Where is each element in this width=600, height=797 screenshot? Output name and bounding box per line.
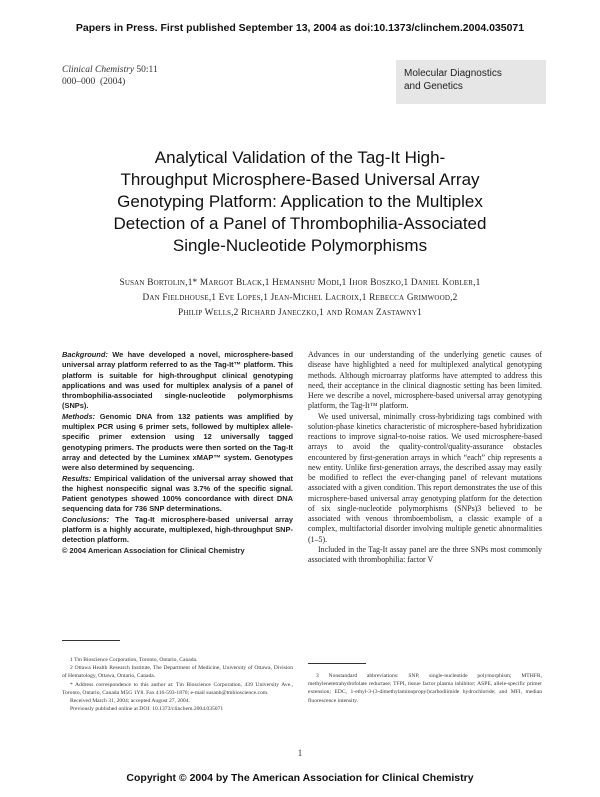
abstract-methods [62,412,293,474]
journal-volume: 50:11 [136,65,158,75]
body-paragraph-3: Included in the Tag-It assay panel are the three SNPs most commonly associated with thrombophilia: factor V [308,544,542,564]
footnote-affiliation-1: 1 Tm Bioscience Corporation, Toronto, Ontario, Canada. [70,657,198,663]
title-line: Detection of a Panel of Thrombophilia-Associated [113,214,487,233]
abstract-background-label: Background: [62,350,108,359]
copyright-footer: Copyright © 2004 by The American Association for Clinical Chemistry [126,772,474,784]
page-number: 1 [297,748,303,758]
footnote-published-online: Previously published online at DOI: 10.1373/clinchem.2004.035071 [70,706,224,713]
title-line: Throughput Microsphere-Based Universal Array [120,170,480,189]
abstract-conclusions-text: The Tag-It microsphere-based universal array platform is a highly accurate, multiplexed, high-throughput SNP-detection platform. [62,514,293,545]
body-text [308,350,542,565]
abstract-background [62,350,293,412]
footnote-divider-right [308,663,366,664]
footnote-abbreviations [308,672,542,705]
footnote-abbreviations-text: 3 Nonstandard abbreviations: SNP, single-nucleotide polymorphism; MTHFR, methylenetetrahydrofolate reductase; TFPI, tissue factor plasma inhibitor; ASPE, allele-specific primer extension; EDC, 1-ethyl-3-(3-dimethylaminopropyl)carbodiimide hydrochloride; and MFI, median fluorescence intensity. [308,673,542,704]
abstract-results-text: Empirical validation of the universal array showed that the highest nonspecific signal was 3.7% of the specific signal. Patient genotypes showed 100% concordance with direct DNA sequencing data for 736 SNP determinations. [62,473,293,514]
abstract-methods-text: Genomic DNA from 132 patients was amplified by multiplex PCR using 6 primer sets, followed by multiplex allele-specific primer extension using 12 universally tagged genotyping primers. The products were then sorted on the Tag-It array and detected by the Luminex xMAP™ system. Genotypes were also determined by sequencing. [62,411,293,473]
title-line: Single-Nucleotide Polymorphisms [172,236,428,255]
abstract-conclusions-label: Conclusions: [62,514,110,524]
title-line: Analytical Validation of the Tag-It High- [154,148,446,167]
author-list [60,276,540,321]
journal-pages-year: 000–000 (2004) [62,77,126,87]
authors-line: Philip Wells,2 Richard Janeczko,1 and Roman Zastawny1 [178,308,422,318]
abstract-results [62,474,293,515]
abstract-methods-label: Methods: [62,411,96,421]
title-line: Genotyping Platform: Application to the Multiplex [117,192,483,211]
journal-name: Clinical Chemistry [62,65,135,75]
abstract-background-text: We have developed a novel, microsphere-based universal array platform referred to as the Tag-It™ platform. This platform is suitable for high-throughput clinical genotyping applications and was used for multiplex analysis of a panel of thrombophilia-associated single-nucleotide polymorphisms (SNPs). [62,350,293,411]
footnote-received: Received March 31, 2004; accepted August 27, 2004. [70,698,190,705]
abstract-copyright: © 2004 American Association for Clinical Chemistry [62,545,245,555]
abstract [62,350,293,556]
footnote-correspondence: * Address correspondence to this author at: Tm Bioscience Corporation, 439 University Ave., Toronto, Ontario, Canada M5G 1Y8. Fax 416-593-1870; e-mail susanb@tmbioscience.com. [62,681,293,696]
authors-line: Dan Fieldhouse,1 Eve Lopes,1 Jean-Michel Lacroix,1 Rebecca Grimwood,2 [142,293,458,303]
preprint-banner: Papers in Press. First published September 13, 2004 as doi:10.1373/clinchem.2004.035071 [75,22,525,34]
article-title [80,147,520,257]
footnote-divider-left [62,640,120,641]
section-label-box [396,60,546,104]
journal-citation [62,64,158,88]
body-paragraph-1: Advances in our understanding of the underlying genetic causes of disease have highlighted a need for multiplexed analytical genotyping methods. Although microarray platforms have attempted to address this need, their acceptance in the clinical diagnostic setting has been limited. Here we describe a novel, microsphere-based universal array genotyping platform, the Tag-It™ platform. [308,350,542,411]
abstract-results-label: Results: [62,473,92,483]
section-label-line2: and Genetics [404,81,463,92]
footnote-affiliation-2: 2 Ottawa Health Research Institute, The Department of Medicine, University of Ottawa, Division of Hematology, Ottawa, Ontario, Canada. [62,665,293,680]
abstract-conclusions [62,515,293,546]
section-label-line1: Molecular Diagnostics [404,68,502,79]
footnotes-left [62,656,293,713]
authors-line: Susan Bortolin,1* Margot Black,1 Hemanshu Modi,1 Ihor Boszko,1 Daniel Kobler,1 [119,278,481,288]
body-paragraph-2: We used universal, minimally cross-hybridizing tags combined with solution-phase kinetics characteristic of microsphere-based hybridization reactions to improve signal-to-noise ratios. We used microsphere-based arrays to avoid the quality-control/quality-assurance obstacles encountered by first-generation arrays in which “each” chip represents a new entity. Unlike first-generation arrays, the described assay may easily be modified to reflect the ever-changing panel of relevant mutations associated with a given condition. This report demonstrates the use of this microsphere-based universal array genotyping platform for the detection of six single-nucleotide polymorphisms (SNPs)3 believed to be associated with venous thromboembolism, a classic example of a complex, multifactorial disorder involving multiple genetic abnormalities (1–5). [308,411,542,544]
